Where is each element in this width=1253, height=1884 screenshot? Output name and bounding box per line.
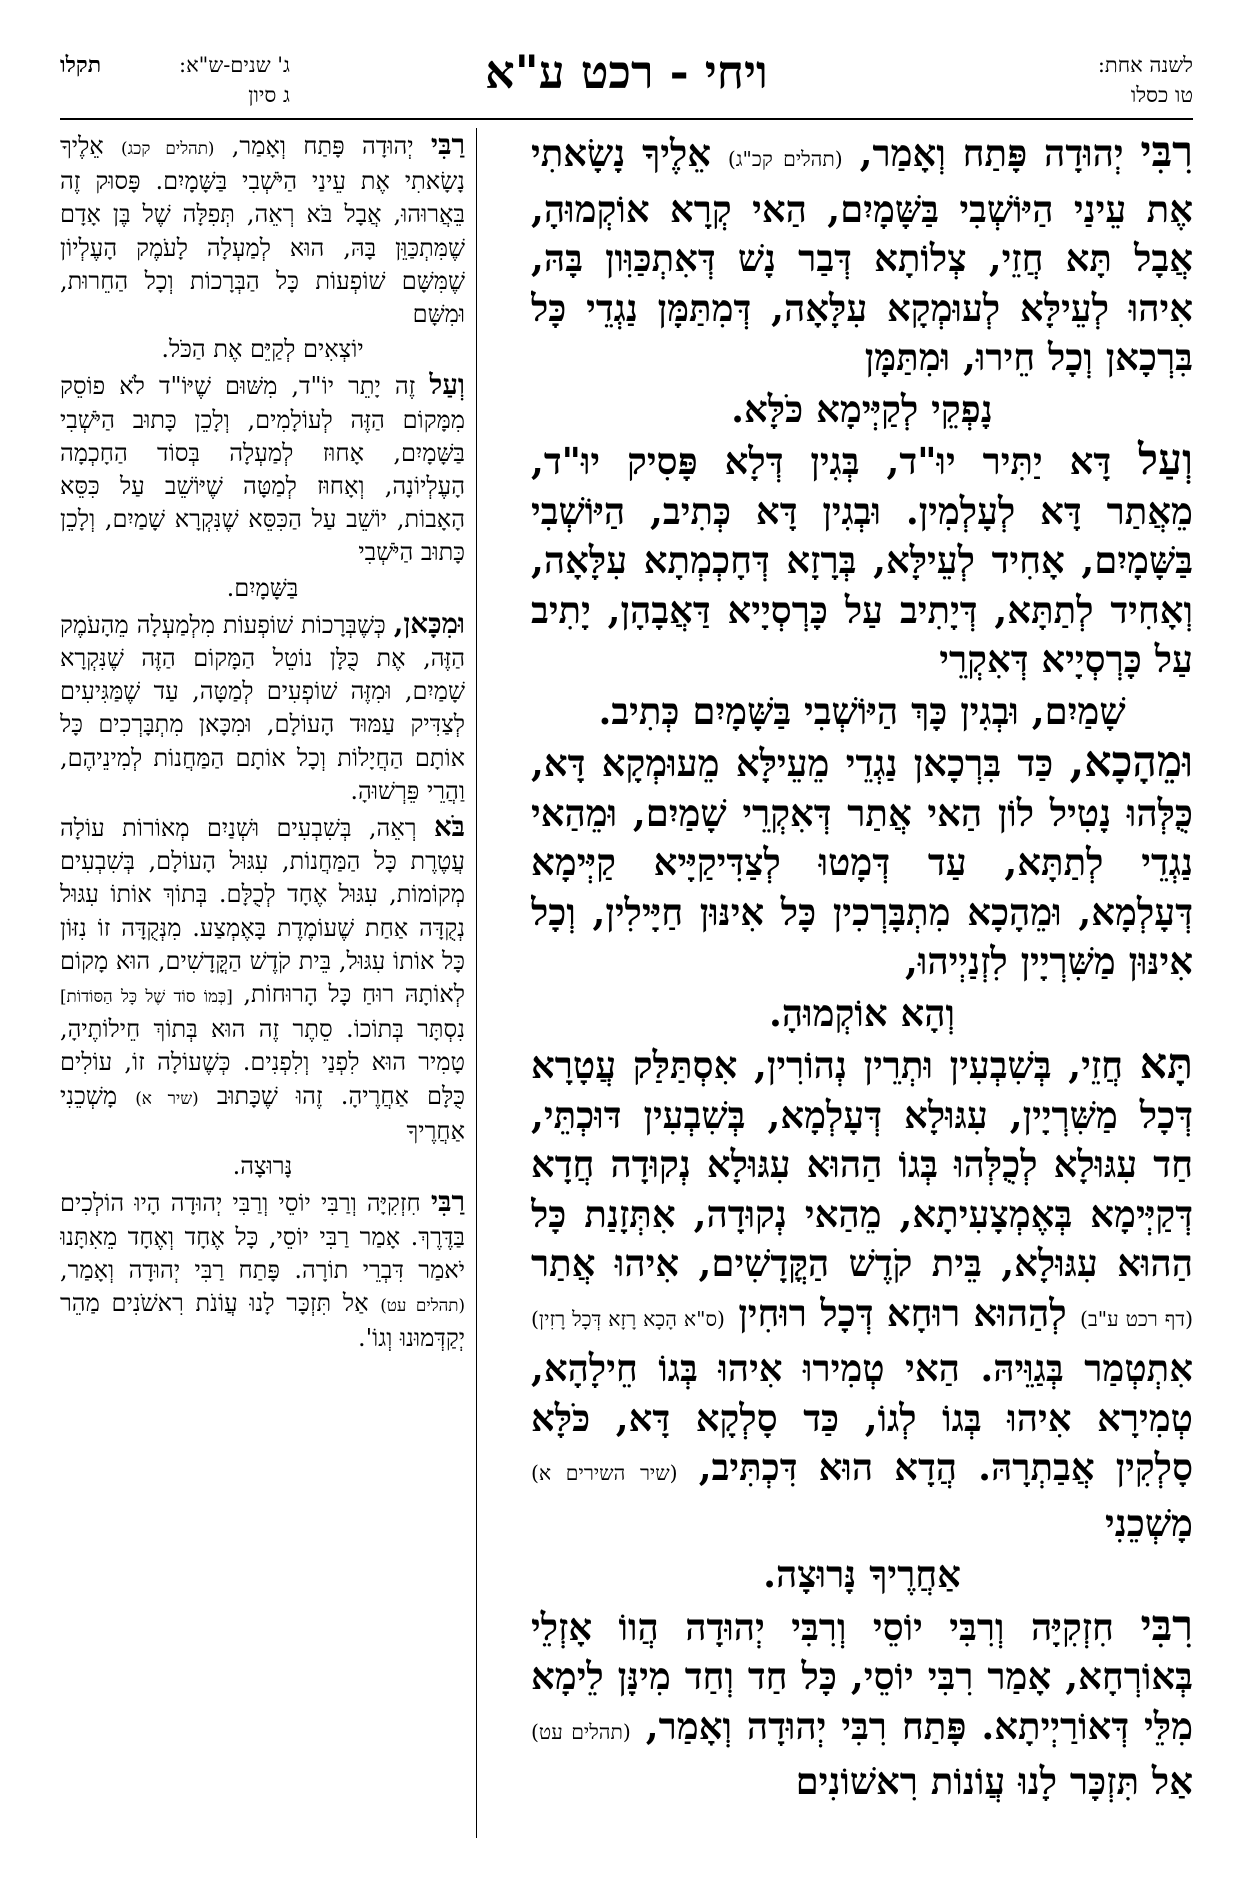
main-text: חִזְקִיָּה וְרִבִּי יוֹסֵי וְרִבִּי יְהוּדָה הֲווֹ אָזְלֵי בְּאוֹרְחָא, אָמַר רִבִּי יוֹסֵי, כָּל חַד וְחַד מִינָּן לֵימָא מִלֵּי דְּאוֹרַיְיתָא. פָּתַח רִבִּי יְהוּדָה וְאָמַר, [531, 1604, 1193, 1748]
main-text: לְהַהוּא רוּחָא דְּכָל רוּחִין [724, 1290, 1081, 1335]
page-reference: (דף רכט ע"ב) [1080, 1306, 1193, 1331]
header-one-year-date: טו כסלו [1130, 83, 1193, 107]
side-paragraph-3 [60, 607, 465, 808]
paragraph-ending: וְהָא אוֹקְמוּהָ. [769, 990, 955, 1035]
main-paragraph-3 [531, 738, 1193, 987]
verse-reference: (תהלים קכג) [121, 138, 215, 158]
side-paragraph-2 [60, 368, 465, 569]
verse-reference: (שיר השירים א) [531, 1461, 678, 1485]
opening-word: וְעַל [1138, 435, 1193, 485]
side-paragraph-5 [60, 1185, 465, 1355]
main-paragraph-4 [531, 1040, 1193, 1548]
side-text: אֵלֶיךָ נָשָׂאתִי אֶת עֵינַי הַיֹּשְׁבִי בַּשָּׁמָיִם. פָּסוּק זֶה בֵּאֲרוּהוּ, אֲבָל בֹּא רְאֵה, תְּפִלָּה שֶׁל בֶּן אָדָם שֶׁמִּתְכַּוֵּן בָּהּ, הוּא לְמַעְלָה לָעֹמֶק הָעֶלְיוֹן שֶׁמִּשָּׁם שׁוֹפְעוֹת כָּל הַבְּרָכוֹת וְכָל הַחֵרוּת, וּמִשָּׁם [60, 132, 465, 329]
paragraph-ending: אַחֲרֶיךָ נָּרוּצָה. [763, 1552, 961, 1596]
side-text: אַל תִּזְכָּר לָנוּ עֲוֹנֹת רִאשֹׁנִים מַהֵר יְקַדְּמוּנוּ וְגוֹ'. [60, 1288, 465, 1353]
opening-word: רִבִּי [1140, 128, 1193, 177]
page-title: ויחי - רכט ע"א [485, 45, 768, 99]
page-number: תקלו [60, 52, 102, 78]
main-text: יְהוּדָה פָּתַח וְאָמַר, [842, 131, 1141, 175]
main-text: אִתְטְמַר בְּגַוֵּיהּ. הַאי טְמִירוּ אִיהוּ בְּגוֹ חֵילָהָא, טְמִירָא אִיהוּ בְּגוֹ לְגוֹ, כַּד סָלְקָא דָּא, כֹּלָּא סָלְקִין אֲבַתְרָהּ. הֲדָא הוּא דִּכְתִּיב, [531, 1346, 1193, 1489]
main-paragraph-5 [531, 1602, 1193, 1807]
paragraph-ending: בַּשָּׁמָיִם. [226, 573, 299, 602]
main-paragraph-2 [531, 436, 1193, 685]
opening-word: רַבִּי [430, 128, 465, 161]
page-header [60, 42, 1193, 120]
header-rule [60, 118, 1193, 120]
header-one-year-label: לשנה אחת: [1097, 53, 1193, 77]
side-text: כְּשֶׁבְּרָכוֹת שׁוֹפְעוֹת מִלְמַעְלָה מֵהָעֹמֶק הַזֶּה, אֶת כֻּלָּן נוֹטֵל הַמָּקוֹם הַזֶּה שֶׁנִּקְרָא שָׁמַיִם, וּמִזֶּה שׁוֹפְעִים לְמַטָּה, עַד שֶׁמַּגִּיעִים לְצַדִּיק עַמּוּד הָעוֹלָם, וּמִכָּאן מִתְבָּרְכִים כָּל אוֹתָם הַחֲיָלוֹת וְכָל אוֹתָם הַמַּחֲנוֹת לְמִינֵיהֶם, וַהֲרֵי פֵּרְשׁוּהָ. [60, 610, 465, 805]
main-text: אַל תִּזְכָּר לָנוּ עֲוֹנוֹת רִאשׁוֹנִים [795, 1759, 1193, 1803]
opening-word: וּמִכָּאן, [393, 606, 465, 640]
main-text: חֲזֵי, בְּשִׁבְעִין וּתְרֵין נְהוֹרִין, אִסְתַּלַּק עֲטָרָא דְּכָל מַשִּׁרְיָין, עִגּוּלָא דְּעָלְמָא, בְּשִׁבְעִין דּוּכְתֵּי, חַד עִגּוּלָא לְכֻלְּהוּ בְּגוֹ הַהוּא עִגּוּלָא נְקוּדָה חֲדָא דְּקַיְּימָא בְּאֶמְצָעִיתָא, מֵהַאי נְקוּדָה, אִתְּזָנַת כָּל הַהוּא עִגּוּלָא, בֵּית קֹדֶשׁ הַקֳּדָשִׁים, אִיהוּ אֲתַר [531, 1043, 1193, 1285]
paragraph-ending: שָׁמַיִם, וּבְגִין כָּךְ הַיּוֹשְׁבִי בַּשָּׁמָיִם כְּתִיב. [598, 688, 1126, 733]
side-text: זֶה יָתֵר יוֹ"ד, מִשּׁוּם שֶׁיּוֹ"ד לֹא פוֹסֵק מִמָּקוֹם הַזֶּה לְעוֹלָמִים, וְלָכֵן כָּתוּב הַיֹּשְׁבִי בַּשָּׁמָיִם, אָחוּז לְמַעְלָה בְּסוֹד הַחָכְמָה הָעֶלְיוֹנָה, וְאָחוּז לְמַטָּה שֶׁיּוֹשֵׁב עַל כִּסֵּא הָאָבוֹת, יוֹשֵׁב עַל הַכִּסֵּא שֶׁנִּקְרָא שָׁמַיִם, וְלָכֵן כָּתוּב הַיֹּשְׁבִי [60, 372, 465, 567]
opening-word: בֹּא [433, 810, 465, 844]
paragraph-ending: נָפְקֵי לְקַיְּימָא כֹּלָּא. [731, 386, 993, 431]
opening-word: תָּא [1139, 1039, 1193, 1089]
side-paragraph-1 [60, 128, 465, 331]
main-text: כַּד בִּרְכָאן נַגְדֵי מֵעֵילָּא מֵעוּמְקָא דָּא, כֻּלְּהוּ נָטִיל לוֹן הַאי אֲתַר דְּאִקְרֵי שָׁמַיִם, וּמֵהַאי נַגְדֵי לְתַתָּא, עַד דְּמָטוּ לְצַדִּיקַיָּיא קַיְּימָא דְּעָלְמָא, וּמֵהָכָא מִתְבָּרְכִין כָּל אִינּוּן חַיָּילִין, וְכָל אִינּוּן מַשִּׁרְיָין לִזְנַיְיהוּ, [531, 741, 1193, 983]
side-text: נִסְתָּר בְּתוֹכוֹ. סֵתֶר זֶה הוּא בְּתוֹךְ חֵילוֹתֶיהָ, טָמִיר הוּא לִפְנַי וְלִפְנִים. כְּשֶׁעוֹלָה זוֹ, עוֹלִים כֻּלָּם אַחֲרֶיהָ. זֶהוּ שֶׁכָּתוּב [60, 1015, 465, 1110]
side-text: חִזְקִיָּה וְרַבִּי יוֹסֵי וְרַבִּי יְהוּדָה הָיוּ הוֹלְכִים בַּדֶּרֶךְ. אָמַר רַבִּי יוֹסֵי, כָּל אֶחָד וְאֶחָד מֵאִתָּנוּ יֹאמַר דִּבְרֵי תוֹרָה. פָּתַח רַבִּי יְהוּדָה וְאָמַר, [60, 1189, 465, 1284]
opening-word: וּמֵהָכָא, [1069, 737, 1193, 787]
opening-word: רִבִּי [1140, 1600, 1193, 1651]
header-three-year-label: ג' שנים-ש"א: [179, 53, 290, 77]
paragraph-ending: נָּרוּצָה. [232, 1152, 293, 1181]
translation-column [60, 128, 465, 1838]
variant-reading: (ס"א הָכָא רָזָא דְּכָל רָזִין) [531, 1306, 725, 1331]
verse-reference: (תהלים עט) [531, 1719, 631, 1744]
side-text: יְהוּדָה פָּתַח וְאָמַר, [214, 132, 431, 160]
column-divider [476, 128, 477, 1838]
main-text: מָשְׁכֵנִי [1105, 1500, 1193, 1545]
header-three-year-schedule [60, 50, 290, 110]
side-text: מָשְׁכֵנִי אַחֲרֶיךָ [60, 1081, 465, 1145]
paragraph-ending: יוֹצְאִים לְקַיֵּם אֶת הַכֹּל. [161, 335, 364, 364]
verse-reference: (תהלים עט) [380, 1294, 465, 1315]
opening-word: רַבִּי [430, 1185, 465, 1219]
main-text-column [531, 128, 1193, 1838]
main-paragraph-1 [531, 128, 1193, 383]
side-paragraph-4 [60, 810, 465, 1148]
header-three-year-date: ג סיון [248, 83, 290, 107]
side-text: רְאֵה, בְּשִׁבְעִים וּשְׁנַיִם מְאוֹרוֹת עוֹלָה עֲטֶרֶת כָּל הַמַּחֲנוֹת, עִגּוּל הָעוֹלָם, בְּשִׁבְעִים מְקוֹמוֹת, עִגּוּל אֶחָד לְכֻלָּם. בְּתוֹךְ אוֹתוֹ עִגּוּל נְקֻדָּה אַחַת שֶׁעוֹמֶדֶת בָּאֶמְצַע. מִנְּקֻדָּה זוֹ נִזּוֹן כָּל אוֹתוֹ עִגּוּל, בֵּית קֹדֶשׁ הַקֳּדָשִׁים, הוּא מָקוֹם לְאוֹתָהּ רוּחַ כָּל הָרוּחוֹת, [60, 814, 465, 1009]
bracket-note: [כְּמוֹ סוֹד שֶׁל כָּל הַסּוֹדוֹת] [60, 986, 233, 1007]
verse-reference: (תהלים קכ"ג) [727, 147, 843, 171]
main-text: דָּא יַתִּיר יוּ"ד, בְּגִין דְּלָא פָּסִיק יוּ"ד, מֵאֲתַר דָּא לְעָלְמִין. וּבְגִין דָּא כְּתִיב, הַיּוֹשְׁבִי בַּשָּׁמָיִם, אָחִיד לְעֵילָּא, בְּרָזָא דְּחָכְמְתָא עִלָּאָה, וְאָחִיד לְתַתָּא, דְּיָתִיב עַל כָּרְסְיָיא דַּאֲבָהָן, יָתִיב עַל כָּרְסְיָיא דְּאִקְרֵי [531, 439, 1193, 681]
main-text: אֵלֶיךָ נָשָׂאתִי אֶת עֵינַי הַיּוֹשְׁבִי בַּשָּׁמָיִם, הַאי קְרָא אוֹקְמוּהָ, אֲבָל תָּא חֲזֵי, צְלוֹתָא דְּבַר נָשׁ דְּאִתְכַּוִּון בָּהּ, אִיהוּ לְעֵילָּא לְעוּמְקָא עִלָּאָה, דְּמִתַּמָּן נַגְדֵי כָּל בִּרְכָאן וְכָל חֵירוּ, וּמִתַּמָּן [531, 131, 1193, 379]
verse-reference: (שיר א) [135, 1087, 199, 1108]
opening-word: וְעַל [429, 368, 465, 402]
